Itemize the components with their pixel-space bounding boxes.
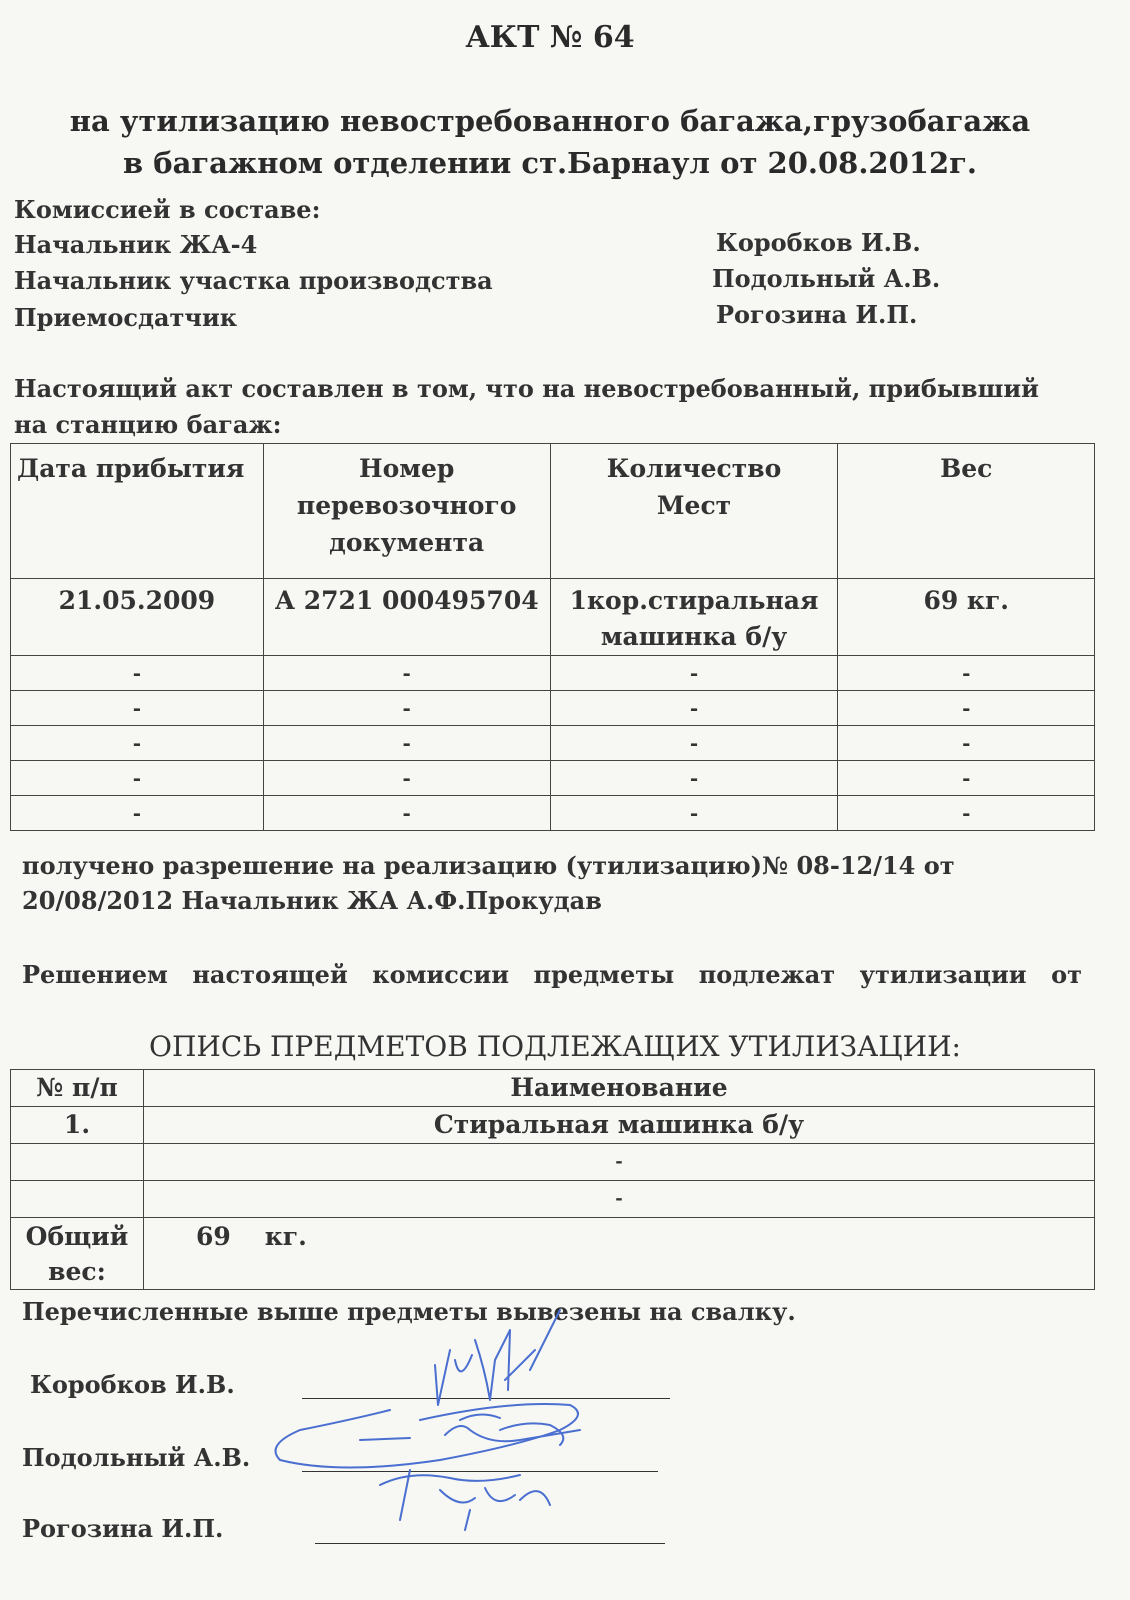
commission-name: Коробков И.В. bbox=[716, 228, 921, 257]
cell-dash: - bbox=[838, 761, 1095, 796]
cell-dash: - bbox=[263, 656, 550, 691]
header-quantity bbox=[550, 444, 838, 579]
header-qty-line: Количество bbox=[606, 454, 782, 483]
decision-word: комиссии bbox=[372, 960, 510, 989]
act-subtitle-line1: на утилизацию невостребованного багажа,грузобагажа bbox=[69, 104, 1031, 138]
total-label-line: вес: bbox=[48, 1256, 106, 1286]
cell-item-name: Стиральная машинка б/у bbox=[143, 1107, 1094, 1144]
cell-empty bbox=[11, 1181, 144, 1218]
header-arrival-date: Дата прибытия bbox=[11, 444, 264, 579]
decision-word: от bbox=[1051, 960, 1082, 989]
act-title: АКТ № 64 bbox=[465, 20, 635, 55]
signature-name: Рогозина И.П. bbox=[22, 1514, 224, 1543]
cell-dash: - bbox=[838, 796, 1095, 831]
table-row-empty bbox=[11, 656, 1095, 691]
cell-qty-line: машинка б/у bbox=[600, 622, 788, 651]
header-item-number: № п/п bbox=[11, 1070, 144, 1107]
inventory-header bbox=[11, 1070, 1095, 1107]
decision-word: утилизации bbox=[859, 960, 1027, 989]
baggage-table-header bbox=[11, 444, 1095, 579]
table-row-empty bbox=[11, 1144, 1095, 1181]
cell-document-number: А 2721 000495704 bbox=[263, 579, 550, 656]
decision-word: Решением bbox=[22, 960, 168, 989]
cell-dash: - bbox=[143, 1144, 1094, 1181]
removed-statement: Перечисленные выше предметы вывезены на свалку. bbox=[22, 1297, 796, 1326]
decision-word: предметы bbox=[533, 960, 675, 989]
table-row-empty bbox=[11, 691, 1095, 726]
cell-dash: - bbox=[263, 796, 550, 831]
cell-dash: - bbox=[550, 761, 838, 796]
table-row-empty bbox=[11, 726, 1095, 761]
cell-dash: - bbox=[263, 691, 550, 726]
header-doc-line: Номер bbox=[358, 454, 455, 483]
cell-dash: - bbox=[263, 726, 550, 761]
cell-dash: - bbox=[838, 726, 1095, 761]
cell-dash: - bbox=[550, 726, 838, 761]
header-weight: Вес bbox=[838, 444, 1095, 579]
header-qty-line: Мест bbox=[656, 491, 732, 520]
permission-line2: 20/08/2012 Начальник ЖА А.Ф.Прокудав bbox=[22, 886, 602, 915]
commission-role: Начальник участка производства bbox=[14, 266, 493, 295]
inventory-title: ОПИСЬ ПРЕДМЕТОВ ПОДЛЕЖАЩИХ УТИЛИЗАЦИИ: bbox=[149, 1030, 961, 1063]
statement-line1: Настоящий акт составлен в том, что на невостребованный, прибывший bbox=[14, 374, 1039, 403]
cell-quantity bbox=[550, 579, 838, 656]
signature-name: Подольный А.В. bbox=[22, 1443, 251, 1472]
table-row-empty bbox=[11, 796, 1095, 831]
commission-name: Рогозина И.П. bbox=[716, 300, 918, 329]
handwritten-signatures bbox=[260, 1270, 640, 1590]
decision-word: настоящей bbox=[192, 960, 348, 989]
baggage-table bbox=[10, 443, 1095, 831]
cell-dash: - bbox=[11, 761, 264, 796]
header-document-number bbox=[263, 444, 550, 579]
table-row bbox=[11, 579, 1095, 656]
cell-dash: - bbox=[11, 691, 264, 726]
signature-name: Коробков И.В. bbox=[30, 1370, 235, 1399]
total-weight-label bbox=[11, 1218, 144, 1290]
cell-arrival-date: 21.05.2009 bbox=[11, 579, 264, 656]
total-value: 69 bbox=[195, 1222, 231, 1251]
commission-name: Подольный А.В. bbox=[712, 264, 941, 293]
cell-item-number: 1. bbox=[11, 1107, 144, 1144]
cell-dash: - bbox=[11, 726, 264, 761]
commission-role: Начальник ЖА-4 bbox=[14, 230, 258, 259]
cell-dash: - bbox=[143, 1181, 1094, 1218]
cell-weight: 69 кг. bbox=[838, 579, 1095, 656]
total-unit: кг. bbox=[264, 1222, 307, 1251]
cell-dash: - bbox=[550, 691, 838, 726]
inventory-table bbox=[10, 1069, 1095, 1290]
cell-empty bbox=[11, 1144, 144, 1181]
cell-qty-line: 1кор.стиральная bbox=[569, 586, 819, 615]
header-item-name: Наименование bbox=[143, 1070, 1094, 1107]
table-row bbox=[11, 1107, 1095, 1144]
cell-dash: - bbox=[838, 691, 1095, 726]
table-row-empty bbox=[11, 1181, 1095, 1218]
commission-role: Приемосдатчик bbox=[14, 303, 238, 332]
commission-header: Комиссией в составе: bbox=[14, 195, 321, 224]
cell-dash: - bbox=[11, 656, 264, 691]
cell-dash: - bbox=[838, 656, 1095, 691]
decision-line bbox=[22, 960, 1082, 989]
cell-dash: - bbox=[550, 796, 838, 831]
cell-dash: - bbox=[550, 656, 838, 691]
cell-dash: - bbox=[11, 796, 264, 831]
decision-word: подлежат bbox=[698, 960, 836, 989]
header-doc-line: перевозочного bbox=[296, 491, 517, 520]
permission-line1: получено разрешение на реализацию (утилизацию)№ 08-12/14 от bbox=[22, 851, 955, 880]
statement-line2: на станцию багаж: bbox=[14, 410, 282, 439]
act-subtitle-line2: в багажном отделении ст.Барнаул от 20.08.2012г. bbox=[123, 146, 977, 180]
header-doc-line: документа bbox=[329, 528, 485, 557]
cell-dash: - bbox=[263, 761, 550, 796]
table-row-empty bbox=[11, 761, 1095, 796]
total-label-line: Общий bbox=[25, 1221, 129, 1251]
